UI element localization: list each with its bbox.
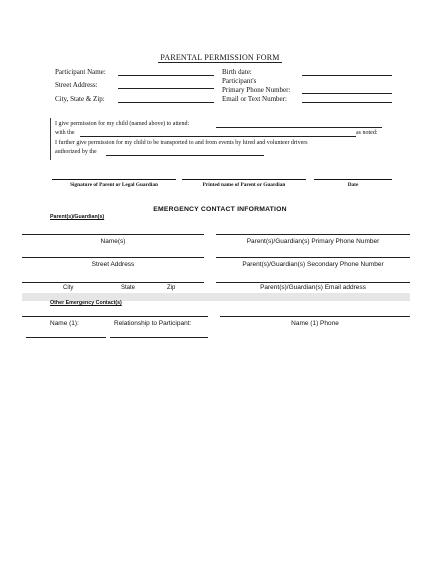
guardian-names-label: Name(s) [100, 238, 126, 245]
guardian-names-field[interactable] [22, 234, 204, 235]
city-state-zip-field[interactable] [118, 102, 214, 103]
emergency-heading: EMERGENCY CONTACT INFORMATION [153, 206, 287, 213]
email-label: Email or Text Number: [222, 95, 287, 103]
contact-relationship-label: Relationship to Participant: [114, 320, 192, 327]
contact-name1-label: Name (1): [50, 320, 79, 327]
other-contacts-heading: Other Emergency Contact(s) [50, 300, 122, 306]
guardian-street-address-field[interactable] [22, 257, 204, 258]
guardian-street-address-label: Street Address [91, 261, 135, 268]
city-state-zip-label: City, State & Zip: [55, 95, 105, 103]
guardian-primary-phone-field[interactable] [216, 234, 410, 235]
guardian-email-label: Parent(s)/Guardian(s) Email address [260, 284, 366, 291]
printed-name-label: Printed name of Parent or Guardian [202, 182, 286, 188]
printed-name-field[interactable] [182, 179, 306, 180]
authorized-by-field[interactable] [106, 155, 264, 156]
guardian-state-label: State [121, 285, 136, 291]
contact-name1-field[interactable] [26, 337, 106, 338]
participant-name-field[interactable] [118, 75, 214, 76]
guardian-secondary-phone-field[interactable] [216, 257, 410, 258]
title-underline [158, 62, 282, 63]
guardian-email-field[interactable] [216, 282, 410, 283]
date-label: Date [347, 182, 359, 188]
street-address-label: Street Address: [55, 81, 98, 89]
with-the-field[interactable] [80, 136, 356, 137]
contact-name1-phone-label: Name (1) Phone [291, 320, 339, 327]
email-field[interactable] [302, 102, 392, 103]
date-field[interactable] [314, 179, 392, 180]
guardians-heading: Parent(s)/Guardian(s) [50, 214, 105, 220]
attend-event-field[interactable] [216, 127, 382, 128]
other-contact-top-line-left [22, 316, 208, 317]
birth-date-field[interactable] [302, 75, 392, 76]
other-contact-top-line-right [220, 316, 410, 317]
form-title: PARENTAL PERMISSION FORM [160, 53, 280, 62]
permission-line-2-prefix: with the [55, 130, 75, 136]
signature-label: Signature of Parent or Legal Guardian [70, 182, 158, 188]
guardian-zip-label: Zip [167, 285, 176, 291]
street-address-field[interactable] [118, 88, 214, 89]
guardian-city-label: City [63, 285, 74, 291]
participant-name-label: Participant Name: [55, 68, 106, 76]
participant-phone-field[interactable] [302, 93, 392, 94]
participant-phone-label-1: Participant's [222, 77, 257, 85]
permission-line-4: authorized by the [55, 149, 97, 155]
birth-date-label: Birth date: [222, 68, 252, 76]
contact-relationship-field[interactable] [110, 337, 208, 338]
guardian-primary-phone-label: Parent(s)/Guardian(s) Primary Phone Number [246, 238, 380, 245]
permission-line-1: I give permission for my child (named above) to attend: [55, 121, 190, 127]
guardian-city-state-zip-field[interactable] [22, 282, 204, 283]
permission-line-3: I further give permission for my child to be transported to and from events by hired and volunteer drivers [55, 140, 308, 146]
participant-phone-label-2: Primary Phone Number: [222, 86, 291, 94]
signature-field[interactable] [52, 179, 176, 180]
permission-line-2-suffix: as noted: [356, 130, 378, 136]
guardian-secondary-phone-label: Parent(s)/Guardian(s) Secondary Phone Number [242, 261, 384, 268]
